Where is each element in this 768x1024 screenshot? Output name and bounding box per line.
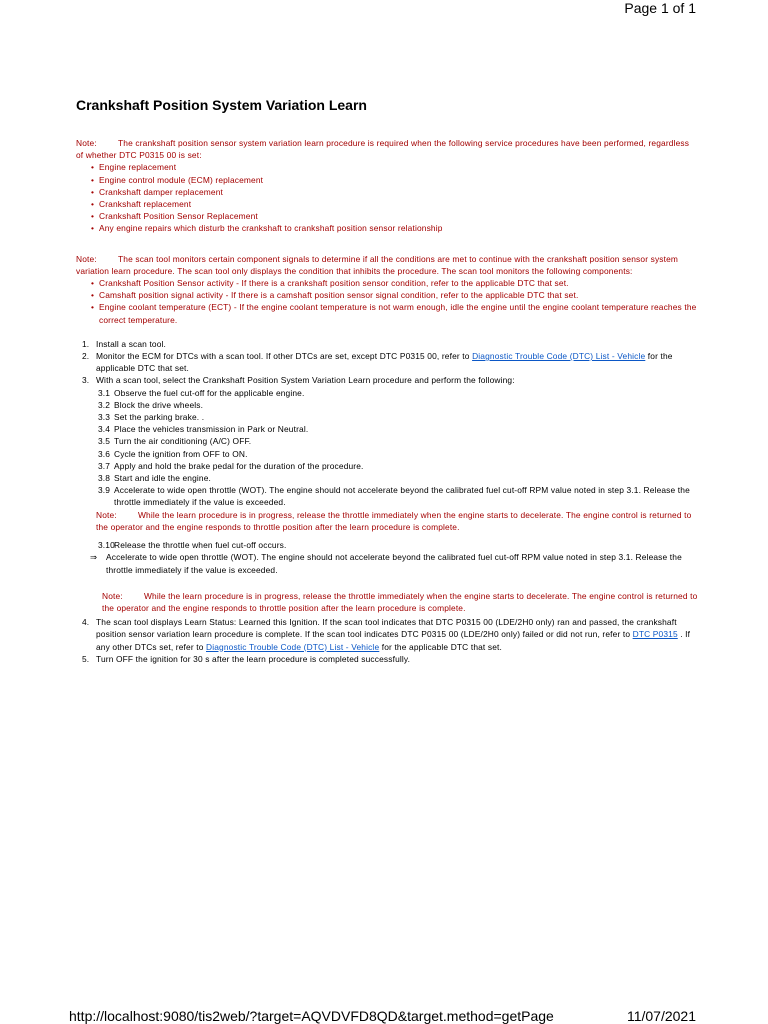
procedure-steps	[76, 616, 698, 665]
arrow-text: Accelerate to wide open throttle (WOT). The engine should not accelerate beyond the calibrated fuel cut-off RPM value noted in step 3.1. Release the throttle immediately if the value is exceeded.	[106, 552, 682, 575]
note-scan-tool-monitors	[76, 253, 698, 326]
arrow-right-icon: ⇒	[90, 552, 98, 563]
sub-step	[76, 411, 698, 423]
note-paragraph	[76, 253, 698, 277]
note-label: Note:	[102, 590, 123, 601]
sub-step	[76, 387, 698, 399]
sub-step	[76, 448, 698, 460]
sub-step	[76, 539, 698, 551]
procedure-steps	[76, 338, 698, 387]
sub-step-text: Place the vehicles transmission in Park or Neutral.	[114, 424, 309, 435]
sub-step-number: 3.2	[98, 399, 111, 410]
sub-step	[76, 472, 698, 484]
sub-step-number: 3.7	[98, 460, 111, 471]
note-text: While the learn procedure is in progress, release the throttle immediately when the engine starts to decelerate. The engine control is returned to the operator and the engine responds to throttle position after the learn procedure is complete.	[102, 590, 698, 613]
sub-step-text: Accelerate to wide open throttle (WOT). The engine should not accelerate beyond the calibrated fuel cut-off RPM value noted in step 3.1. Release the throttle immediately if the value is exceeded.	[114, 485, 690, 508]
step-number: 1.	[82, 338, 90, 349]
sub-step-number: 3.10	[98, 540, 115, 551]
list-item: • Engine control module (ECM) replacement	[76, 174, 698, 186]
note-label: Note:	[76, 138, 97, 148]
sub-step-number: 3.1	[98, 387, 111, 398]
step-number: 4.	[82, 617, 90, 628]
sub-step-number: 3.9	[98, 485, 111, 496]
list-item: • Crankshaft Position Sensor Replacement	[76, 210, 698, 222]
dtc-list-link[interactable]: Diagnostic Trouble Code (DTC) List - Vehicle	[472, 351, 646, 362]
step-5	[76, 653, 698, 665]
list-item: • Crankshaft replacement	[76, 198, 698, 210]
step-text: . If any other DTCs set, refer to	[96, 629, 691, 652]
note-text: The crankshaft position sensor system variation learn procedure is required when the following service procedures have been performed, regardless of whether DTC P0315 00 is set:	[76, 138, 690, 161]
step-text: for the applicable DTC that set.	[379, 641, 502, 652]
list-item: • Camshaft position signal activity - If there is a camshaft position sensor signal condition, refer to the applicable DTC that set.	[76, 289, 698, 301]
step-number: 3.	[82, 375, 90, 386]
sub-step-text: Block the drive wheels.	[114, 399, 204, 410]
footer-date: 11/07/2021	[626, 1008, 696, 1024]
dtc-p0315-link[interactable]: DTC P0315	[632, 629, 678, 640]
document-body	[76, 137, 698, 665]
list-item: • Any engine repairs which disturb the crankshaft to crankshaft position sensor relationship	[76, 222, 698, 234]
note-text: While the learn procedure is in progress, release the throttle immediately when the engine starts to decelerate. The engine control is returned to the operator and the engine responds to throttle position after the learn procedure is complete.	[96, 509, 692, 532]
dtc-list-link[interactable]: Diagnostic Trouble Code (DTC) List - Vehicle	[206, 641, 380, 652]
sub-step-text: Observe the fuel cut-off for the applicable engine.	[114, 387, 305, 398]
step-number: 5.	[82, 653, 90, 664]
sub-step-text: Cycle the ignition from OFF to ON.	[114, 448, 248, 459]
page-number: Page 1 of 1	[624, 0, 696, 16]
note-list	[76, 277, 698, 326]
step-2	[76, 350, 698, 374]
sub-step	[76, 460, 698, 472]
sub-step	[76, 399, 698, 411]
outer-note	[76, 590, 698, 614]
page-title: Crankshaft Position System Variation Learn	[76, 97, 367, 113]
step-number: 2.	[82, 351, 90, 362]
arrow-instruction	[76, 551, 698, 575]
sub-step	[76, 423, 698, 435]
step-text: Turn OFF the ignition for 30 s after the learn procedure is completed successfully.	[96, 653, 411, 664]
sub-step-text: Turn the air conditioning (A/C) OFF.	[114, 436, 252, 447]
sub-step-text: Release the throttle when fuel cut-off occurs.	[114, 540, 287, 551]
sub-step-text: Apply and hold the brake pedal for the duration of the procedure.	[114, 460, 364, 471]
list-item: • Engine replacement	[76, 161, 698, 173]
inner-note	[76, 509, 698, 533]
step-text: Install a scan tool.	[96, 338, 167, 349]
sub-step-number: 3.6	[98, 448, 111, 459]
step-3	[76, 374, 698, 386]
sub-step	[76, 435, 698, 447]
sub-steps	[76, 539, 698, 551]
step-text: Monitor the ECM for DTCs with a scan tool. If other DTCs are set, except DTC P0315 00, refer to	[96, 351, 473, 362]
step-text: for the applicable DTC that set.	[96, 351, 673, 374]
step-4	[76, 616, 698, 653]
sub-step-number: 3.5	[98, 436, 111, 447]
list-item: • Crankshaft damper replacement	[76, 186, 698, 198]
step-1	[76, 338, 698, 350]
note-text: The scan tool monitors certain component signals to determine if all the conditions are met to continue with the crankshaft position sensor system variation learn procedure. The scan tool only displays the condition that inhibits the procedure. The scan tool monitors the following components:	[76, 253, 679, 276]
note-service-procedures	[76, 137, 698, 235]
step-text: With a scan tool, select the Crankshaft Position System Variation Learn procedure and perform the following:	[96, 375, 515, 386]
sub-steps	[76, 387, 698, 509]
note-label: Note:	[96, 509, 117, 520]
footer-url: http://localhost:9080/tis2web/?target=AQVDVFD8QD&target.method=getPage	[69, 1008, 554, 1024]
sub-step-number: 3.8	[98, 473, 111, 484]
sub-step	[76, 484, 698, 508]
sub-step-number: 3.4	[98, 424, 111, 435]
list-item: • Crankshaft Position Sensor activity - If there is a crankshaft position sensor condition, refer to the applicable DTC that set.	[76, 277, 698, 289]
sub-step-text: Start and idle the engine.	[114, 473, 212, 484]
note-list	[76, 161, 698, 234]
note-paragraph	[76, 137, 698, 161]
step-text: The scan tool displays Learn Status: Learned this Ignition. If the scan tool indicates that DTC P0315 00 (LDE/2H0 only) ran and passed, the crankshaft position sensor variation learn procedure is complete. If the scan tool indicates DTC P0315 00 (LDE/2H0 only) failed or did not run, refer to	[96, 617, 677, 640]
sub-step-number: 3.3	[98, 412, 111, 423]
sub-step-text: Set the parking brake. .	[114, 412, 205, 423]
list-item: • Engine coolant temperature (ECT) - If the engine coolant temperature is not warm enough, idle the engine until the engine coolant temperature reaches the correct temperature.	[76, 301, 698, 325]
note-label: Note:	[76, 253, 97, 264]
